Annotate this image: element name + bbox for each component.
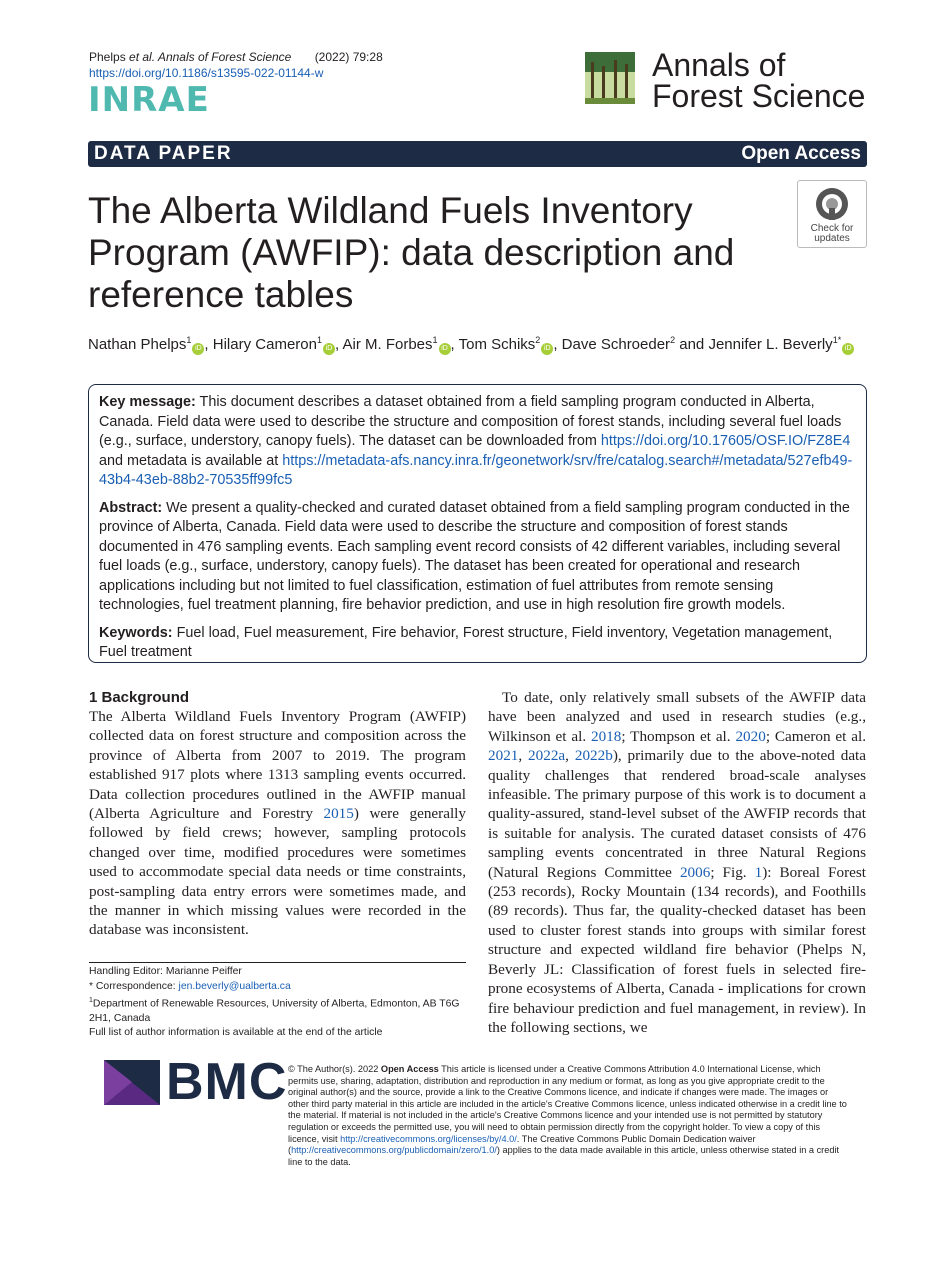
citation-line: Phelps et al. Annals of Forest Science (2022) 79:28 bbox=[89, 50, 383, 64]
author-name[interactable]: Tom Schiks bbox=[458, 336, 536, 353]
running-header bbox=[89, 49, 383, 81]
citation-link[interactable]: 2020 bbox=[735, 727, 766, 745]
author-name[interactable]: Nathan Phelps bbox=[88, 336, 187, 353]
public-domain-link[interactable]: http://creativecommons.org/publicdomain/zero/1.0/ bbox=[291, 1145, 497, 1156]
orcid-icon[interactable]: iD bbox=[842, 343, 854, 355]
license-link[interactable]: http://creativecommons.org/licenses/by/4.0/ bbox=[340, 1133, 517, 1144]
author-name[interactable]: Hilary Cameron bbox=[212, 336, 317, 353]
keywords: Keywords: Fuel load, Fuel measurement, Fire behavior, Forest structure, Field inventory, Vegetation management, Fuel treatment bbox=[99, 624, 833, 660]
paragraph: To date, only relatively small subsets of the AWFIP data have been analyzed and used in research studies (e.g., Wilkinson et al. 2018; Thompson et al. 2020; Cameron et al. 2021, 2022a, 2022b), primarily due to the above-noted data quality challenges that rendered broad-scale analyses infeasible. The primary purpose of this work is to document a quality-assured, stand-level subset of the AWFIP records that is suitable for analysis. The curated dataset consists of 476 sampling events concentrated in three Natural Regions (Natural Regions Committee 2006; Fig. 1): Boreal Forest (253 records), Rocky Mountain (134 records), and Foothills (89 records). Thus far, the quality-checked dataset has been used to cluster forest stands into groups with similar forest structure and expected wildland fire behavior (Phelps N, Beverly JL: Classification of forest fuels in selected fire-prone ecosystems of Alberta, Canada - implications for crown fire behaviour prediction and fuel management, in review). In the following sections, we bbox=[488, 689, 867, 1036]
crossmark-icon bbox=[814, 186, 850, 222]
body-column-right bbox=[488, 688, 866, 1037]
orcid-icon[interactable]: iD bbox=[192, 343, 204, 355]
author-name[interactable]: Jennifer L. Beverly bbox=[708, 336, 833, 353]
article-type-label: DATA PAPER bbox=[94, 143, 233, 164]
bmc-logo-text: BMC bbox=[166, 1053, 288, 1111]
abstract-box bbox=[88, 384, 867, 663]
author-info-note: Full list of author information is available at the end of the article bbox=[89, 1027, 383, 1039]
article-type-banner bbox=[88, 141, 867, 167]
bmc-logo-icon bbox=[104, 1060, 160, 1105]
orcid-icon[interactable]: iD bbox=[439, 343, 451, 355]
orcid-icon[interactable]: iD bbox=[541, 343, 553, 355]
crossmark-badge[interactable]: Check for updates bbox=[797, 180, 867, 248]
citation-link[interactable]: 2022a bbox=[528, 747, 566, 765]
doi-link[interactable]: https://doi.org/10.1186/s13595-022-01144-w bbox=[89, 66, 324, 80]
key-message: Key message: This document describes a dataset obtained from a field sampling program conducted in Alberta, Canada. Field data were used to describe the structure and composition of forest stands, including several fuel loads (e.g., surface, understory, canopy fuels). The dataset can be downloaded from https://doi.org/10.17605/OSF.IO/FZ8E4 and metadata is available at https://metadata-afs.nancy.inra.fr/geonetwork/srv/fre/catalog.search#/metadata/527efb49-43b4-43eb-88b2-70535ff99fc5 bbox=[99, 394, 853, 488]
abstract: Abstract: We present a quality-checked and curated dataset obtained from a field sampling program conducted in the province of Alberta, Canada. Field data were used to describe the structure and composition of forest stands documented in 476 sampling events. Each sampling event record consists of 42 different variables, including several fuel loads (e.g., surface, understory, canopy fuels). The dataset has been created for operational and research applications including but not limited to fuel classification, estimation of fuel attributes from remote sensing technologies, fuel treatment planning, fire behavior prediction, and use in high resolution fire growth models. bbox=[99, 499, 850, 613]
paragraph: The Alberta Wildland Fuels Inventory Program (AWFIP) collected data on forest structure and composition across the province of Alberta from 2007 to 2019. The program established 917 plots where 1313 sampling events occurred. Data collection procedures outlined in the AWFIP manual (Alberta Agriculture and Forestry 2015) were generally followed by field crews; however, sampling protocols changed over time, modified procedures were sometimes used to accommodate special data needs or time constraints, post-sampling data entry errors were sometimes made, and the manner in which missing values were recorded in the database was inconsistent. bbox=[89, 708, 466, 939]
journal-name: Annals of Forest Science bbox=[652, 47, 866, 114]
article-title: The Alberta Wildland Fuels Inventory Program (AWFIP): data description and reference tables bbox=[88, 190, 735, 315]
journal-tree-logo bbox=[585, 52, 635, 104]
metadata-link[interactable]: https://metadata-afs.nancy.inra.fr/geonetwork/srv/fre/catalog.search#/metadata/527efb49-43b4-43eb-88b2-70535ff99fc5 bbox=[99, 452, 853, 488]
citation-link[interactable]: 2015 bbox=[323, 805, 354, 823]
orcid-icon[interactable]: iD bbox=[323, 343, 335, 355]
affiliation: $^1$Department of Renewable Resources, University of Alberta, Edmonton, AB T6G 2H1, Canada bbox=[89, 997, 460, 1024]
section-heading: 1 Background bbox=[89, 689, 190, 706]
author-name[interactable]: Air M. Forbes bbox=[342, 336, 433, 353]
citation-link[interactable]: 2022b bbox=[574, 747, 613, 765]
author-list: Nathan Phelps$^1$iD , Hilary Cameron$^1$iD , Air M. Forbes$^1$iD , Tom Schiks$^2$iD , Dave Schroeder$^2$ and Jennifer L. Beverly$^{1*}$iD bbox=[88, 330, 854, 355]
citation-link[interactable]: 2006 bbox=[679, 863, 711, 881]
publisher-logo: INRAE bbox=[88, 80, 210, 120]
open-access-label: Open Access bbox=[741, 143, 861, 164]
footnotes bbox=[89, 962, 466, 1041]
email-link[interactable]: jen.beverly@ualberta.ca bbox=[178, 980, 291, 992]
handling-editor: Handling Editor: Marianne Peiffer bbox=[89, 966, 242, 977]
correspondence: * Correspondence: jen.beverly@ualberta.ca bbox=[89, 980, 291, 992]
citation-link[interactable]: 2018 bbox=[590, 727, 622, 745]
license-text: © The Author(s). 2022 Open Access This article is licensed under a Creative Commons Attribution 4.0 International License, which permits use, sharing, adaptation, distribution and reproduction in any medium or format, as long as you give appropriate credit to the original author(s) and the source, provide a link to the Creative Commons licence, and indicate if changes were made. The images or other third party material in this article are included in the article's Creative Commons licence, unless indicated otherwise in a credit line to the material. If material is not included in the article's Creative Commons licence and your intended use is not permitted by statutory regulation or exceeds the permitted use, you will need to obtain permission directly from the copyright holder. To view a copy of this licence, visit http://creativecommons.org/licenses/by/4.0/. The Creative Commons Public Domain Dedication waiver (http://creativecommons.org/publicdomain/zero/1.0/) applies to the data made available in this article, unless otherwise stated in a credit line to the data. bbox=[288, 1064, 847, 1167]
dataset-link[interactable]: https://doi.org/10.17605/OSF.IO/FZ8E4 bbox=[600, 433, 851, 449]
figure-link[interactable]: 1 bbox=[754, 863, 763, 881]
author-name[interactable]: Dave Schroeder bbox=[561, 336, 671, 353]
citation-link[interactable]: 2021 bbox=[488, 747, 519, 765]
body-column-left bbox=[89, 688, 466, 940]
